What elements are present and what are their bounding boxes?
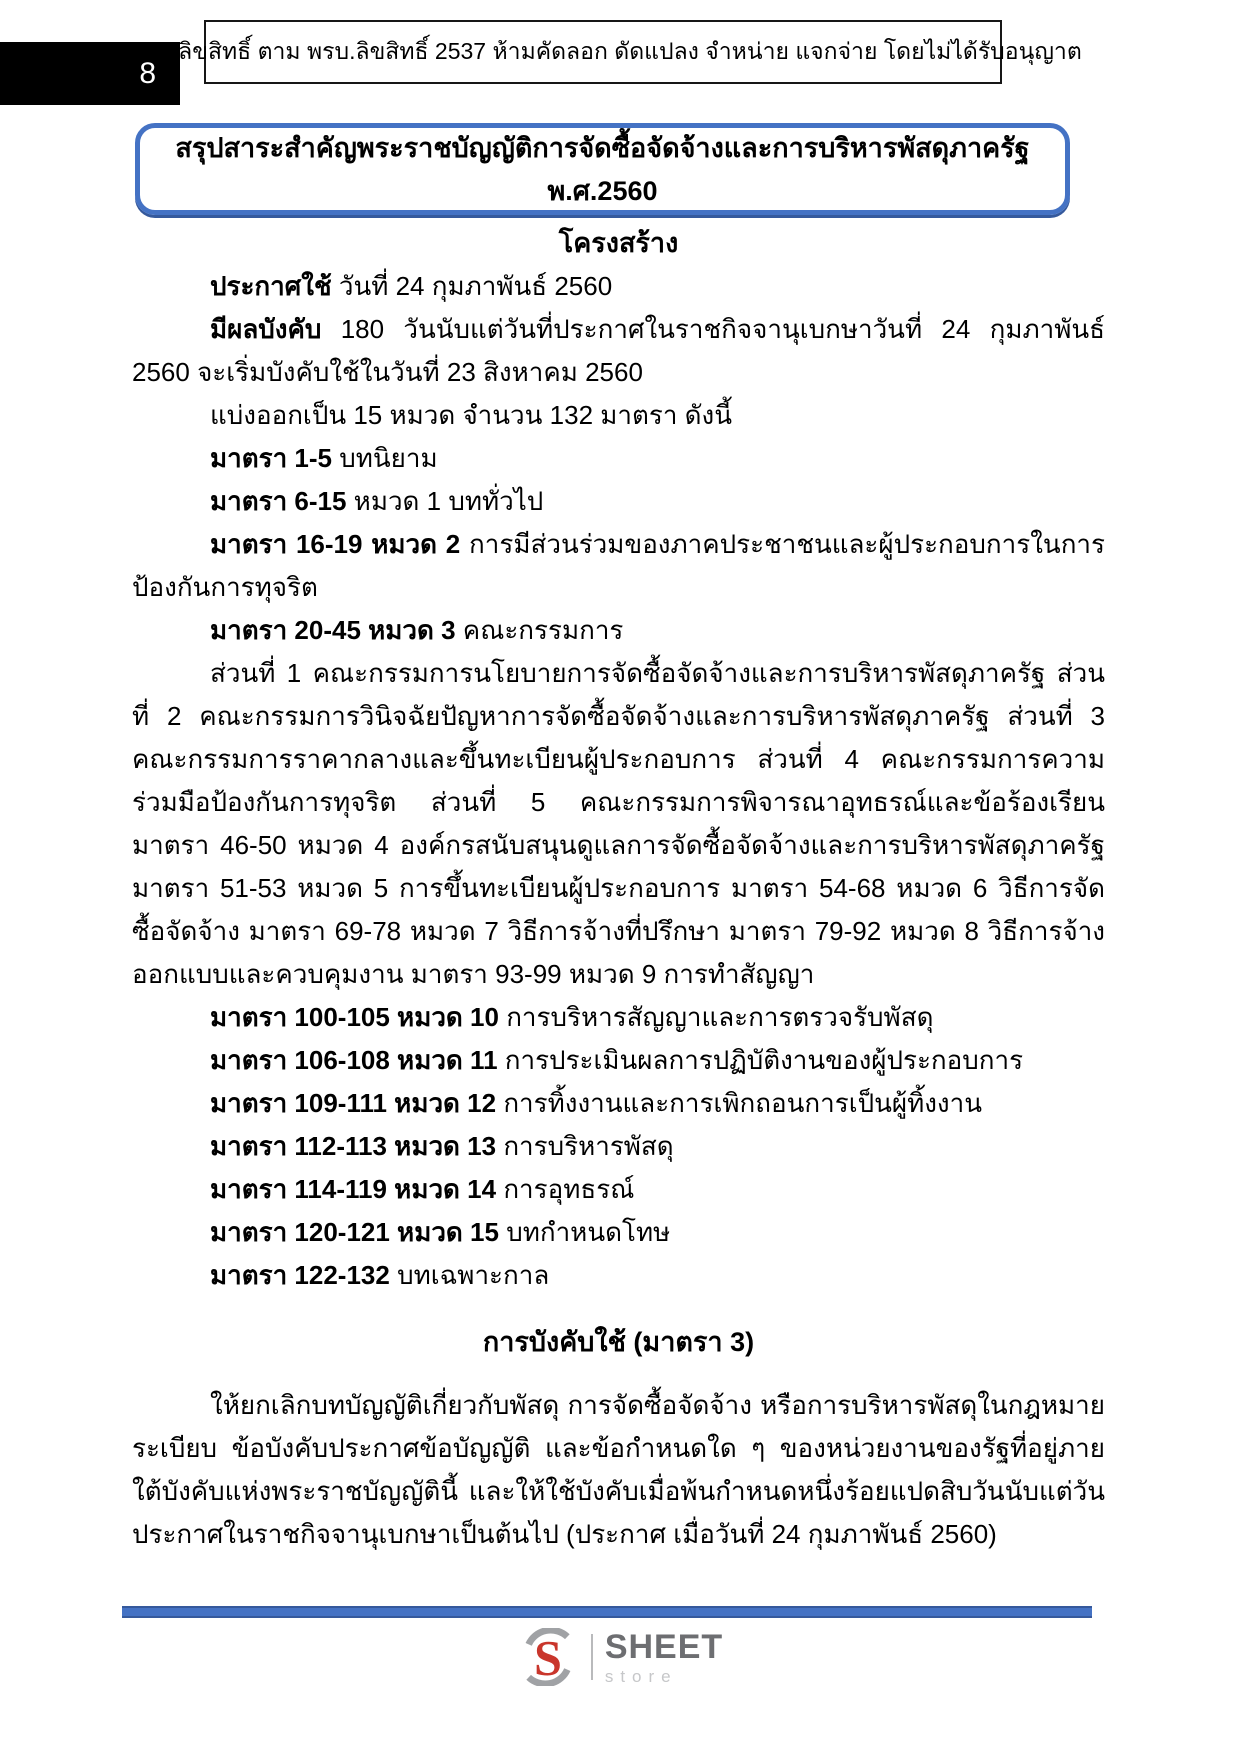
paragraph (132, 1254, 1105, 1297)
paragraph-text: ส่วนที่ 1 คณะกรรมการนโยบายการจัดซื้อจัดจ้างและการบริหารพัสดุภาครัฐ ส่วนที่ 2 คณะกรรมการวินิจฉัยปัญหาการจัดซื้อจัดจ้างและการบริหารพัสดุภาครัฐ ส่วนที่ 3 คณะกรรมการราคากลางและขึ้นทะเบียนผู้ประกอบการ ส่วนที่ 4 คณะกรรมการความร่วมมือป้องกันการทุจริต ส่วนที่ 5 คณะกรรมการพิจารณาอุทธรณ์และข้อร้องเรียน มาตรา 46-50 หมวด 4 องค์กรสนับสนุนดูแลการจัดซื้อจัดจ้างและการบริหารพัสดุภาครัฐ มาตรา 51-53 หมวด 5 การขึ้นทะเบียนผู้ประกอบการ มาตรา 54-68 หมวด 6 วิธีการจัดซื้อจัดจ้าง มาตรา 69-78 หมวด 7 วิธีการจ้างที่ปรึกษา มาตรา 79-92 หมวด 8 วิธีการจ้างออกแบบและควบคุมงาน มาตรา 93-99 หมวด 9 การทำสัญญา (132, 658, 1105, 989)
paragraph-text: การประเมินผลการปฏิบัติงานของผู้ประกอบการ (497, 1045, 1024, 1075)
document-title: สรุปสาระสำคัญพระราชบัญญัติการจัดซื้อจัดจ้างและการบริหารพัสดุภาครัฐ พ.ศ.2560 (175, 133, 1030, 206)
sheet-store-s-icon (517, 1628, 579, 1686)
paragraph-lead: มีผลบังคับ (210, 314, 322, 344)
paragraph-text: คณะกรรมการ (455, 615, 624, 645)
document-body (132, 222, 1105, 1556)
paragraph-text: ให้ยกเลิกบทบัญญัติเกี่ยวกับพัสดุ การจัดซื้อจัดจ้าง หรือการบริหารพัสดุในกฎหมาย ระเบียบ ข้อบังคับประกาศข้อบัญญัติ และข้อกำหนดใด ๆ ของหน่วยงานของรัฐที่อยู่ภายใต้บังคับแห่งพระราชบัญญัตินี้ และให้ใช้บังคับเมื่อพ้นกำหนดหนึ่งร้อยแปดสิบวันนับแต่วันประกาศในราชกิจจานุเบกษาเป็นต้นไป (ประกาศ เมื่อวันที่ 24 กุมภาพันธ์ 2560) (132, 1390, 1105, 1549)
document-title-box (135, 123, 1070, 215)
paragraph-lead: มาตรา 100-105 หมวด 10 (210, 1002, 499, 1032)
paragraph (132, 394, 1105, 437)
paragraph-text: การมีส่วนร่วมของภาคประชาชนและผู้ประกอบการในการป้องกันการทุจริต (132, 529, 1105, 602)
paragraph-lead: มาตรา 1-5 (210, 443, 332, 473)
paragraph (132, 523, 1105, 609)
paragraph-text: การทิ้งงานและการเพิกถอนการเป็นผู้ทิ้งงาน (496, 1088, 982, 1118)
paragraph-lead: มาตรา 106-108 หมวด 11 (210, 1045, 498, 1075)
paragraph-lead: มาตรา 112-113 หมวด 13 (210, 1131, 497, 1161)
paragraph-lead: มาตรา 114-119 หมวด 14 (210, 1174, 497, 1204)
paragraph (132, 652, 1105, 996)
paragraph-text: การบริหารพัสดุ (496, 1131, 674, 1161)
paragraph-text: บทนิยาม (332, 443, 438, 473)
paragraph (132, 1125, 1105, 1168)
paragraph (132, 1211, 1105, 1254)
paragraph (132, 609, 1105, 652)
logo-text-sheet: SHEET (604, 1627, 724, 1666)
page-number: 8 (139, 56, 156, 90)
paragraph (132, 480, 1105, 523)
paragraph (132, 1384, 1105, 1556)
section-heading-enforcement: การบังคับใช้ (มาตรา 3) (482, 1327, 755, 1357)
logo-text-store: store (604, 1666, 678, 1686)
paragraph-text: บทเฉพาะกาล (389, 1260, 550, 1290)
paragraph (132, 1039, 1105, 1082)
paragraph (132, 1168, 1105, 1211)
paragraph (132, 1082, 1105, 1125)
paragraph-text: วันที่ 24 กุมภาพันธ์ 2560 (331, 271, 613, 301)
paragraph-lead: มาตรา 120-121 หมวด 15 (210, 1217, 499, 1247)
paragraph-lead: มาตรา 109-111 หมวด 12 (210, 1088, 497, 1118)
paragraph-text: 180 วันนับแต่วันที่ประกาศในราชกิจจานุเบกษาวันที่ 24 กุมภาพันธ์ 2560 จะเริ่มบังคับใช้ในวันที่ 23 สิงหาคม 2560 (132, 314, 1105, 387)
sheet-store-logo (0, 1628, 1240, 1686)
copyright-notice: สงวนลิขสิทธิ์ ตาม พรบ.ลิขสิทธิ์ 2537 ห้ามคัดลอก ดัดแปลง จำหน่าย แจกจ่าย โดยไม่ได้รับอนุญาต (124, 38, 1082, 64)
logo-divider-line (591, 1634, 593, 1680)
paragraph-lead: มาตรา 6-15 (210, 486, 347, 516)
paragraph-text: หมวด 1 บททั่วไป (346, 486, 544, 516)
paragraph-lead: ประกาศใช้ (210, 271, 332, 301)
paragraph-lead: มาตรา 20-45 หมวด 3 (210, 615, 456, 645)
paragraph (132, 437, 1105, 480)
section-heading-structure: โครงสร้าง (558, 228, 679, 258)
paragraph-text: การอุทธรณ์ (496, 1174, 635, 1204)
paragraph-text: แบ่งออกเป็น 15 หมวด จำนวน 132 มาตรา ดังนี้ (210, 400, 733, 430)
paragraph (132, 265, 1105, 308)
footer-divider (122, 1606, 1092, 1618)
paragraph-text: บทกำหนดโทษ (498, 1217, 671, 1247)
svg-text:S: S (533, 1629, 562, 1686)
copyright-box (124, 20, 1082, 84)
paragraph-lead: มาตรา 16-19 หมวด 2 (210, 529, 461, 559)
logo-texts (604, 1627, 724, 1686)
paragraph (132, 996, 1105, 1039)
paragraph (132, 308, 1105, 394)
paragraph-lead: มาตรา 122-132 (210, 1260, 390, 1290)
paragraph-text: การบริหารสัญญาและการตรวจรับพัสดุ (498, 1002, 934, 1032)
